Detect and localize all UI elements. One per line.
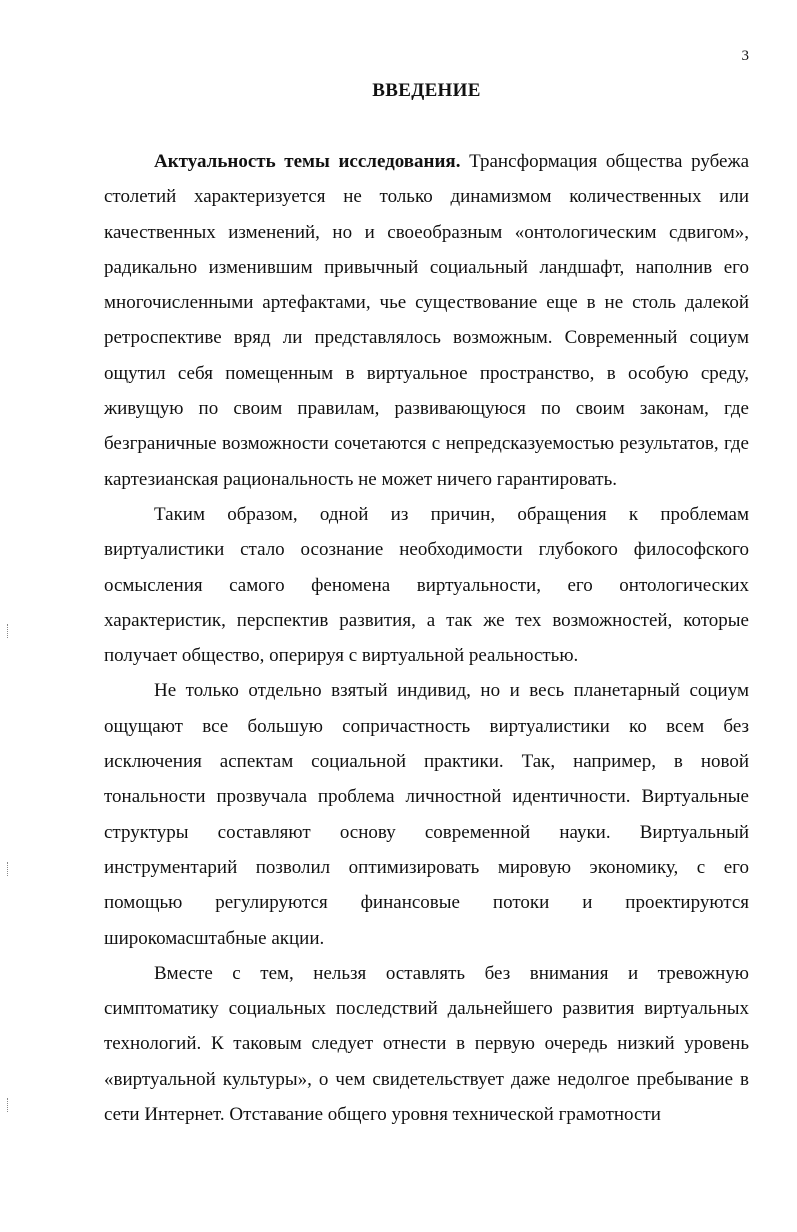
document-body [104,144,749,1132]
page-number: 3 [741,48,749,64]
paragraph-relevance [104,144,749,497]
paragraph-lead: Актуальность темы исследования. [154,151,461,172]
scan-margin-mark [7,862,11,876]
page-title: ВВЕДЕНИЕ [372,80,481,101]
scan-margin-mark [7,624,11,638]
scan-margin-mark [7,1098,11,1112]
paragraph-consequences: Вместе с тем, нельзя оставлять без внимания и тревожную симптоматику социальных последствий дальнейшего развития виртуальных технологий. К таковым следует отнести в первую очередь низкий уровень «виртуальной культуры», о чем свидетельствует даже недолгое пребывание в сети Интернет. Отставание общего уровня технической грамотности [104,962,749,1126]
paragraph-text: Трансформация общества рубежа столетий характеризуется не только динамизмом количественных или качественных изменений, но и своеобразным «онтологическим сдвигом», радикально изменившим привычный социальный ландшафт, наполнив его многочисленными артефактами, чье существование еще в не столь далекой ретроспективе вряд ли представлялось возможным. Современный социум ощутил себя помещенным в виртуальное пространство, в особую среду, живущую по своим правилам, развивающуюся по своим законам, где безграничные возможности сочетаются с непредсказуемостью результатов, где картезианская рациональность не может ничего гарантировать. [104,151,750,490]
paragraph-reasons: Таким образом, одной из причин, обращения к проблемам виртуалистики стало осознание необходимости глубокого философского осмысления самого феномена виртуальности, его онтологических характеристик, перспектив развития, а так же тех возможностей, которые получает общество, оперируя с виртуальной реальностью. [104,503,749,667]
paragraph-involvement: Не только отдельно взятый индивид, но и весь планетарный социум ощущают все большую сопричастность виртуалистики ко всем без исключения аспектам социальной практики. Так, например, в новой тональности прозвучала проблема личностной идентичности. Виртуальные структуры составляют основу современной науки. Виртуальный инструментарий позволил оптимизировать мировую экономику, с его помощью регулируются финансовые потоки и проектируются широкомасштабные акции. [104,680,749,949]
